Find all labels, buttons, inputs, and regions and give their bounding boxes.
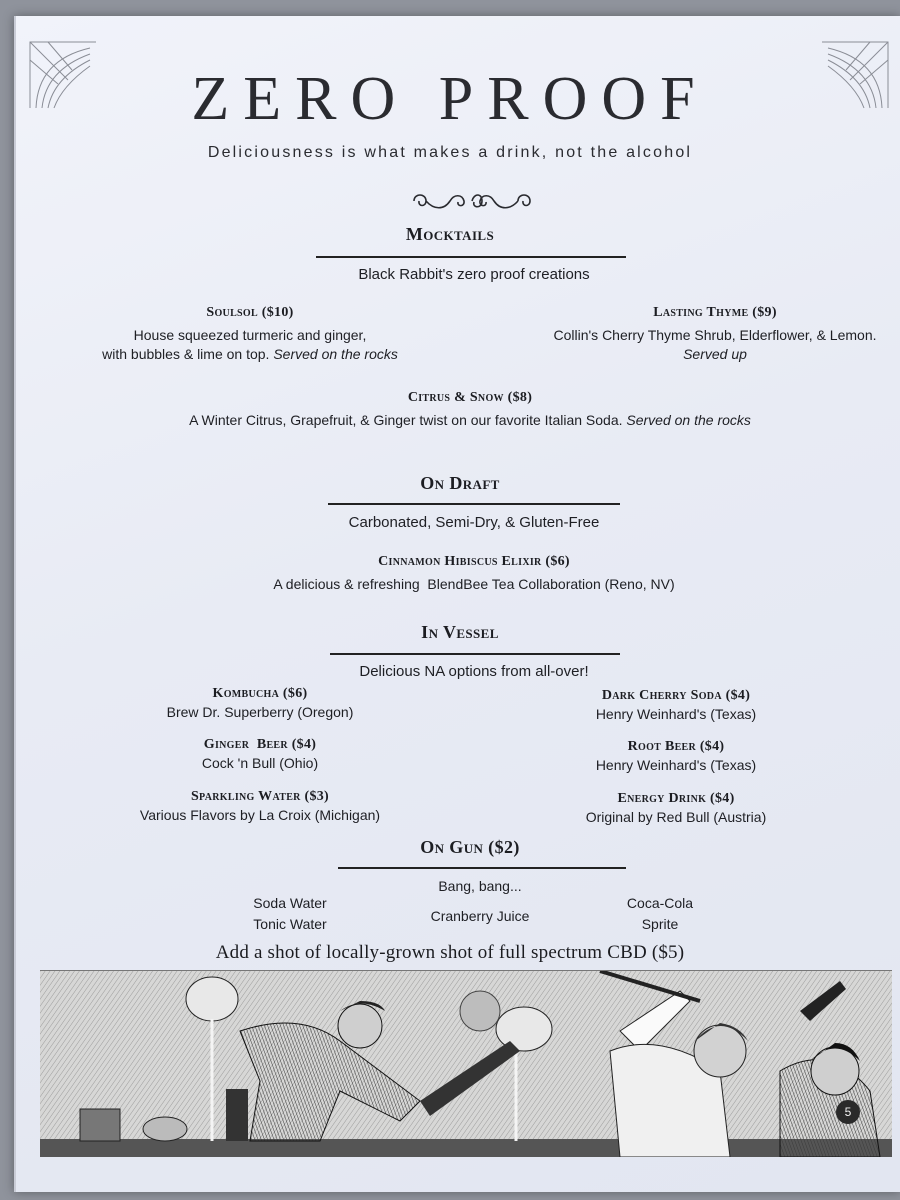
menu-item-ginger-beer <box>110 737 410 771</box>
item-name: Lasting Thyme ($9) <box>653 305 777 320</box>
section-heading-mocktails: Mocktails <box>405 224 495 244</box>
item-name: Cinnamon Hibiscus Elixir ($6) <box>378 554 570 569</box>
section-divider <box>338 867 626 869</box>
gun-column-left <box>200 895 380 932</box>
gun-column-right <box>570 895 750 932</box>
list-item: Soda Water <box>253 895 327 911</box>
item-desc: Brew Dr. Superberry (Oregon) <box>166 704 354 720</box>
item-desc: Original by Red Bull (Austria) <box>585 809 767 825</box>
list-item: Cranberry Juice <box>430 908 530 924</box>
item-name: Energy Drink ($4) <box>617 791 735 806</box>
section-heading-in-vessel: In Vessel <box>421 622 499 642</box>
item-name: Root Beer ($4) <box>627 739 725 754</box>
item-name: Sparkling Water ($3) <box>190 789 330 804</box>
item-desc: Henry Weinhard's (Texas) <box>595 757 757 773</box>
item-name: Kombucha ($6) <box>212 686 308 701</box>
item-serving-note: Served on the rocks <box>626 412 751 428</box>
section-tagline: Bang, bang... <box>438 878 522 894</box>
menu-item-sparkling-water <box>100 789 420 823</box>
menu-item-dark-cherry-soda <box>526 688 826 722</box>
section-heading-on-gun: On Gun ($2) <box>420 837 520 857</box>
cbd-add-on-note: Add a shot of locally-grown shot of full spectrum CBD ($5) <box>215 942 685 963</box>
flourish-divider-icon <box>410 188 534 214</box>
item-desc: with bubbles & lime on top. <box>102 346 270 362</box>
item-desc: Henry Weinhard's (Texas) <box>595 706 757 722</box>
section-tagline: Carbonated, Semi-Dry, & Gluten-Free <box>348 514 600 531</box>
menu-item-kombucha <box>110 686 410 720</box>
item-name: Citrus & Snow ($8) <box>407 390 533 405</box>
menu-item-energy-drink <box>526 791 826 825</box>
item-desc: A delicious & refreshing BlendBee Tea Collaboration (Reno, NV) <box>273 576 675 592</box>
item-name: Dark Cherry Soda ($4) <box>601 688 751 703</box>
list-item: Sprite <box>641 916 679 932</box>
item-desc: House squeezed turmeric and ginger, <box>133 327 367 343</box>
menu-item-soulsol <box>60 305 440 362</box>
item-desc: A Winter Citrus, Grapefruit, & Ginger twist on our favorite Italian Soda. <box>189 412 623 428</box>
item-name: Soulsol ($10) <box>206 305 294 320</box>
item-desc: Collin's Cherry Thyme Shrub, Elderflower, & Lemon. <box>553 327 877 343</box>
section-heading-on-draft: On Draft <box>420 473 500 493</box>
page-number-badge: 5 <box>836 1100 860 1124</box>
item-serving-note: Served up <box>683 346 747 362</box>
section-divider <box>316 256 626 258</box>
list-item: Tonic Water <box>253 916 327 932</box>
item-desc: Cock 'n Bull (Ohio) <box>201 755 319 771</box>
section-tagline: Black Rabbit's zero proof creations <box>358 266 590 283</box>
section-tagline: Delicious NA options from all-over! <box>359 663 589 680</box>
menu-item-lasting-thyme <box>520 305 900 362</box>
page-subtitle: Deliciousness is what makes a drink, not the alcohol <box>207 144 693 161</box>
menu-item-cinnamon-hibiscus <box>200 554 748 592</box>
section-divider <box>328 503 620 505</box>
gun-column-middle <box>390 908 570 924</box>
item-desc: Various Flavors by La Croix (Michigan) <box>139 807 381 823</box>
menu-item-citrus-snow <box>110 390 830 428</box>
list-item: Coca-Cola <box>626 895 694 911</box>
item-serving-note: Served on the rocks <box>273 346 398 362</box>
vintage-engraving-illustration <box>40 970 892 1157</box>
menu-item-root-beer <box>526 739 826 773</box>
page-title: ZERO PROOF <box>191 65 709 133</box>
section-divider <box>330 653 620 655</box>
item-name: Ginger Beer ($4) <box>203 737 317 752</box>
